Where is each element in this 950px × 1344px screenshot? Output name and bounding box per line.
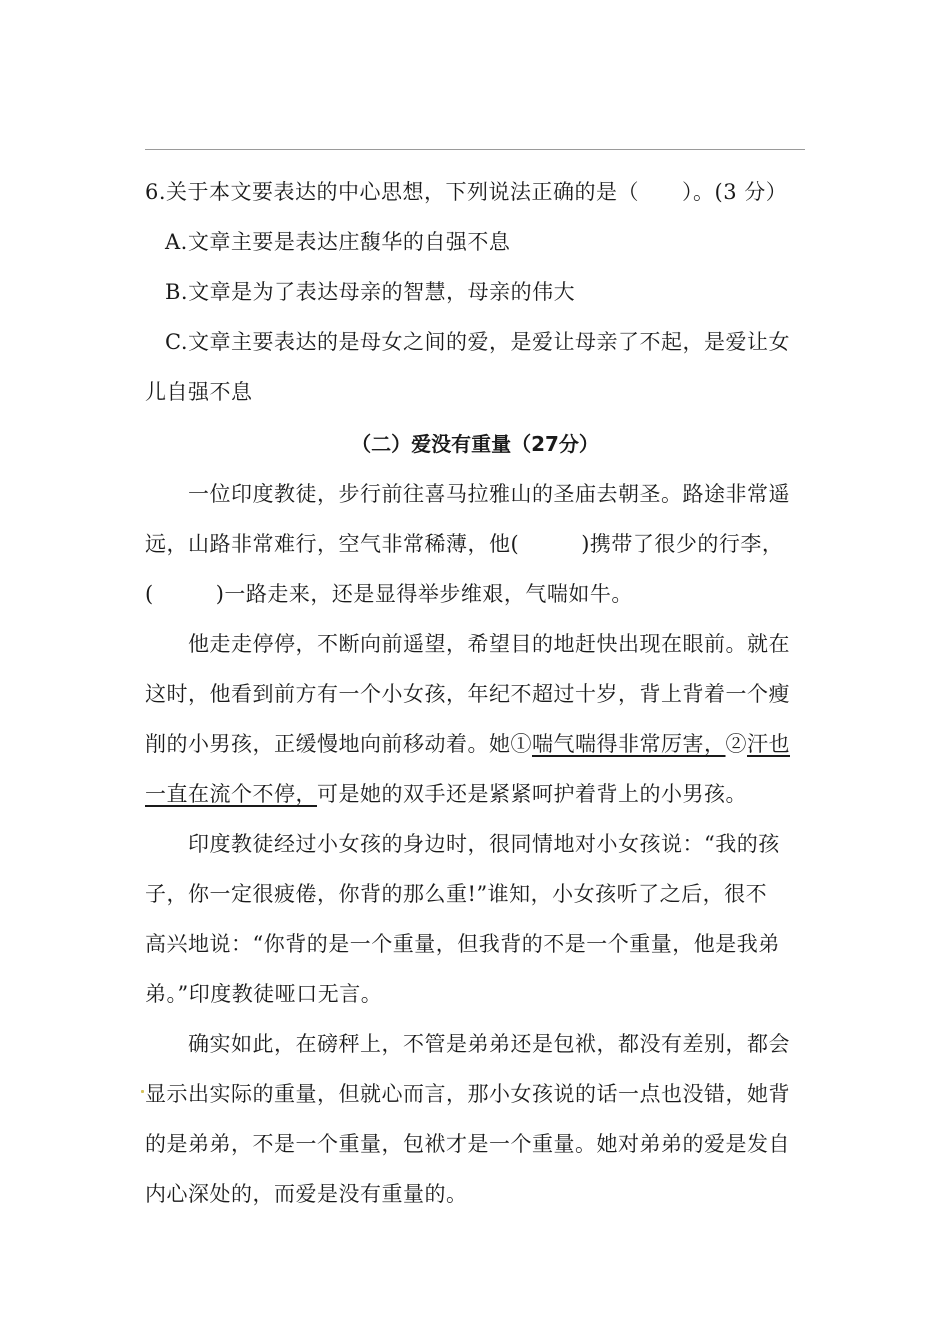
passage-line: 他走走停停，不断向前遥望，希望目的地赶快出现在眼前。就在 xyxy=(188,632,790,656)
passage-line: 确实如此，在磅秤上，不管是弟弟还是包袱，都没有差别，都会 xyxy=(188,1032,790,1056)
passage-line xyxy=(145,528,815,558)
passage-text: 可是她的双手还是紧紧呵护着背上的小男孩。 xyxy=(317,782,747,806)
passage-line: 弟。”印度教徒哑口无言。 xyxy=(145,982,383,1006)
passage-text: ② xyxy=(725,732,747,756)
passage-line: 高兴地说：“你背的是一个重量，但我背的不是一个重量，他是我弟 xyxy=(145,932,780,956)
underlined-sentence-2: 汗也 xyxy=(747,732,790,756)
underlined-sentence-1: 喘气喘得非常厉害， xyxy=(532,732,726,756)
question-stem: 6.关于本文要表达的中心思想，下列说法正确的是（ ）。(3 分） xyxy=(145,180,788,204)
passage-text: 远，山路非常难行，空气非常稀薄，他( xyxy=(145,532,520,556)
passage-text: 削的小男孩，正缓慢地向前移动着。她① xyxy=(145,732,532,756)
option-b: B.文章是为了表达母亲的智慧，母亲的伟大 xyxy=(165,280,576,304)
passage-line xyxy=(145,578,815,608)
passage-line: 子，你一定很疲倦，你背的那么重!”谁知，小女孩听了之后，很不 xyxy=(145,882,768,906)
passage-line xyxy=(145,778,815,808)
option-c: C.文章主要表达的是母女之间的爱，是爱让母亲了不起，是爱让女 xyxy=(165,330,790,354)
passage-line: 的是弟弟，不是一个重量，包袱才是一个重量。她对弟弟的爱是发自 xyxy=(145,1132,790,1156)
passage-line: 一位印度教徒，步行前往喜马拉雅山的圣庙去朝圣。路途非常遥 xyxy=(188,482,790,506)
header-rule xyxy=(145,149,805,150)
section-title: （二）爱没有重量（27分） xyxy=(351,432,599,456)
passage-line: 显示出实际的重量，但就心而言，那小女孩说的话一点也没错，她背 xyxy=(145,1082,790,1106)
passage-line: 内心深处的，而爱是没有重量的。 xyxy=(145,1182,468,1206)
passage-line: 这时，他看到前方有一个小女孩，年纪不超过十岁，背上背着一个瘦 xyxy=(145,682,790,706)
option-a: A.文章主要是表达庄馥华的自强不息 xyxy=(165,230,511,254)
option-c-continued: 儿自强不息 xyxy=(145,380,253,404)
passage-text: )携带了很少的行李， xyxy=(581,532,784,556)
underlined-sentence-2-continued: 一直在流个不停， xyxy=(145,782,317,806)
passage-line xyxy=(145,728,815,758)
stray-mark xyxy=(141,1090,144,1093)
passage-line: 印度教徒经过小女孩的身边时，很同情地对小女孩说：“我的孩 xyxy=(188,832,780,856)
passage-text: ( xyxy=(145,582,154,606)
passage-text: )一路走来，还是显得举步维艰，气喘如牛。 xyxy=(215,582,633,606)
